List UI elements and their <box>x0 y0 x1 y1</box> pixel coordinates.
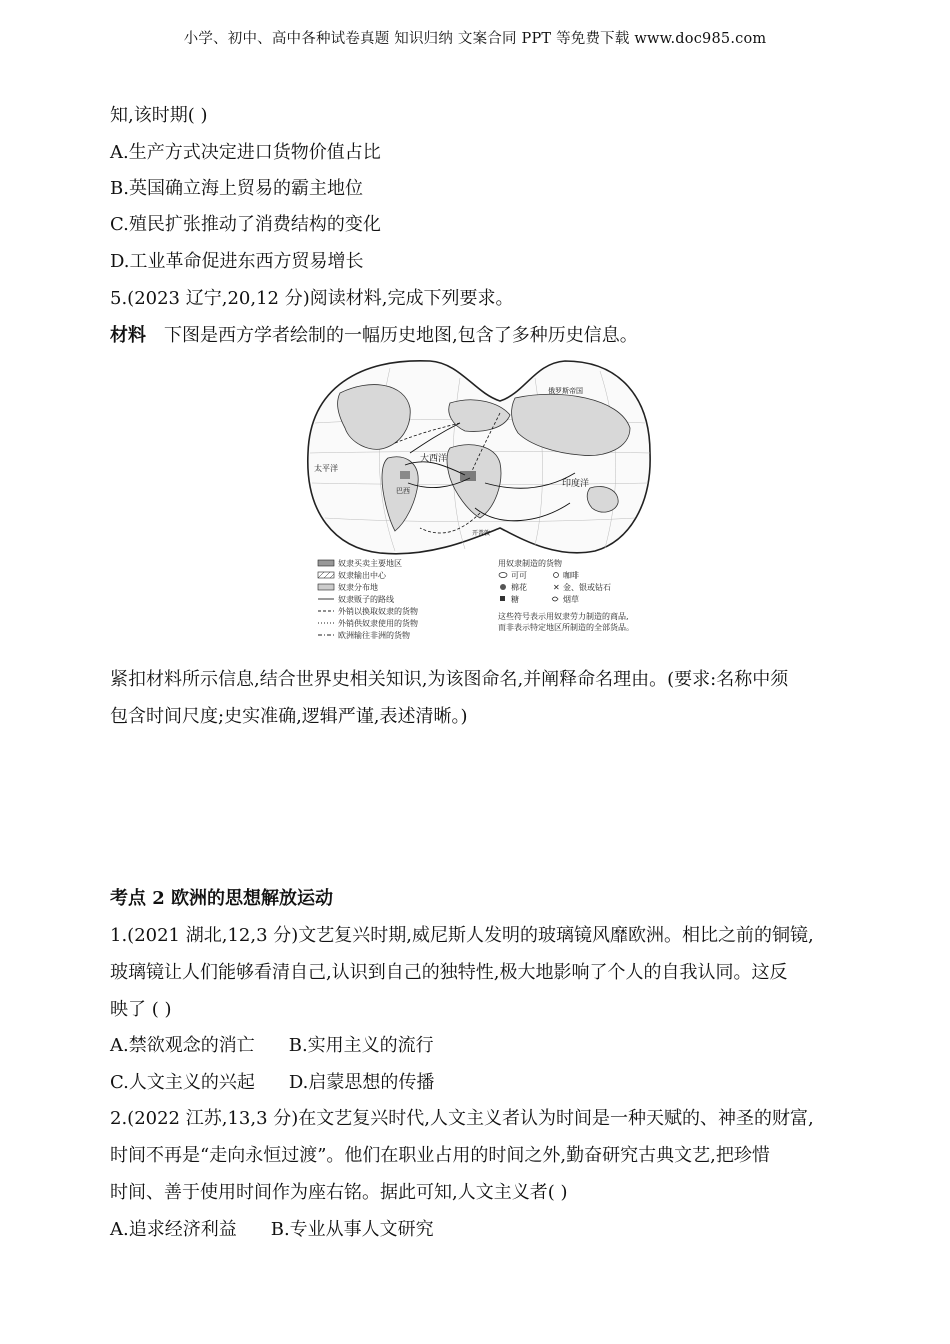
page-header: 小学、初中、高中各种试卷真题 知识归纳 文案合同 PPT 等免费下载 www.doc985.com <box>183 31 767 47</box>
q1-line-2: 玻璃镜让人们能够看清自己,认识到自己的独特性,极大地影响了个人的自我认同。这反 <box>110 962 788 983</box>
q5-material <box>110 324 638 348</box>
map-label-atlantic: 大西洋 <box>420 454 448 464</box>
q1-options-row-2 <box>110 1071 434 1095</box>
q2-options-row-1 <box>110 1218 434 1242</box>
q4-option-a: A.生产方式决定进口货物价值占比 <box>110 142 381 163</box>
map-label-russia: 俄罗斯帝国 <box>548 387 583 395</box>
q2-option-a: A.追求经济利益 <box>110 1219 237 1240</box>
svg-text:用奴隶制造的货物: 用奴隶制造的货物 <box>498 559 562 568</box>
svg-text:这些符号表示用奴隶劳力制造的商品,: 这些符号表示用奴隶劳力制造的商品, <box>498 612 629 621</box>
svg-text:烟草: 烟草 <box>563 595 579 604</box>
q1-option-b: B.实用主义的流行 <box>288 1035 434 1056</box>
svg-text:金、银或钻石: 金、银或钻石 <box>563 583 611 592</box>
svg-text:咖啡: 咖啡 <box>563 571 579 580</box>
q1-line-1: 1.(2021 湖北,12,3 分)文艺复兴时期,威尼斯人发明的玻璃镜风靡欧洲。相比之前的铜镜, <box>110 925 814 946</box>
svg-text:外销以换取奴隶的货物: 外销以换取奴隶的货物 <box>338 607 418 616</box>
q1-options-row-1 <box>110 1034 434 1058</box>
q1-option-c: C.人文主义的兴起 <box>110 1072 255 1093</box>
svg-text:棉花: 棉花 <box>511 583 527 592</box>
map-legend-left <box>318 558 418 640</box>
map-label-cape-town: 开普敦 <box>472 530 491 537</box>
svg-text:奴隶分布地: 奴隶分布地 <box>338 583 378 592</box>
q4-option-c: C.殖民扩张推动了消费结构的变化 <box>110 214 381 235</box>
map-label-brazil: 巴西 <box>396 487 410 495</box>
q2-line-3: 时间、善于使用时间作为座右铭。据此可知,人文主义者( ) <box>110 1182 568 1203</box>
q2-line-2: 时间不再是“走向永恒过渡”。他们在职业占用的时间之外,勤奋研究古典文艺,把珍惜 <box>110 1145 770 1166</box>
q4-stem-tail: 知,该时期( ) <box>110 105 208 126</box>
svg-text:欧洲输往非洲的货物: 欧洲输往非洲的货物 <box>338 631 410 640</box>
q5-question-line-2: 包含时间尺度;史实准确,逻辑严谨,表述清晰。) <box>110 706 468 727</box>
q5-stem: 5.(2023 辽宁,20,12 分)阅读材料,完成下列要求。 <box>110 288 514 309</box>
q2-line-1: 2.(2022 江苏,13,3 分)在文艺复兴时代,人文主义者认为时间是一种天赋的、神圣的财富, <box>110 1108 814 1129</box>
svg-text:✕: ✕ <box>553 583 560 592</box>
q5-question-line-1: 紧扣材料所示信息,结合世界史相关知识,为该图命名,并阐释命名理由。(要求:名称中须 <box>110 669 789 690</box>
map-legend-right <box>498 558 634 632</box>
q4-option-d: D.工业革命促进东西方贸易增长 <box>110 251 364 272</box>
q2-option-b: B.专业从事人文研究 <box>270 1219 434 1240</box>
material-label: 材料 <box>110 325 146 346</box>
map-label-indian-ocean: 印度洋 <box>562 479 590 489</box>
historical-world-map <box>300 353 655 643</box>
svg-text:可可: 可可 <box>511 571 527 580</box>
q1-line-3: 映了 ( ) <box>110 999 172 1020</box>
svg-text:奴隶贩子的路线: 奴隶贩子的路线 <box>338 595 394 604</box>
section-title: 考点 2 欧洲的思想解放运动 <box>110 888 334 909</box>
svg-text:奴隶输出中心: 奴隶输出中心 <box>338 571 386 580</box>
q1-option-d: D.启蒙思想的传播 <box>288 1072 435 1093</box>
svg-text:而非表示特定地区所制造的全部货品。: 而非表示特定地区所制造的全部货品。 <box>498 623 634 632</box>
svg-text:奴隶买卖主要地区: 奴隶买卖主要地区 <box>338 559 402 568</box>
svg-text:外销供奴隶使用的货物: 外销供奴隶使用的货物 <box>338 619 418 628</box>
q1-option-a: A.禁欲观念的消亡 <box>110 1035 255 1056</box>
svg-text:糖: 糖 <box>511 595 519 604</box>
q4-option-b: B.英国确立海上贸易的霸主地位 <box>110 178 363 199</box>
map-label-pacific: 太平洋 <box>314 464 338 473</box>
material-text: 下图是西方学者绘制的一幅历史地图,包含了多种历史信息。 <box>164 325 638 346</box>
